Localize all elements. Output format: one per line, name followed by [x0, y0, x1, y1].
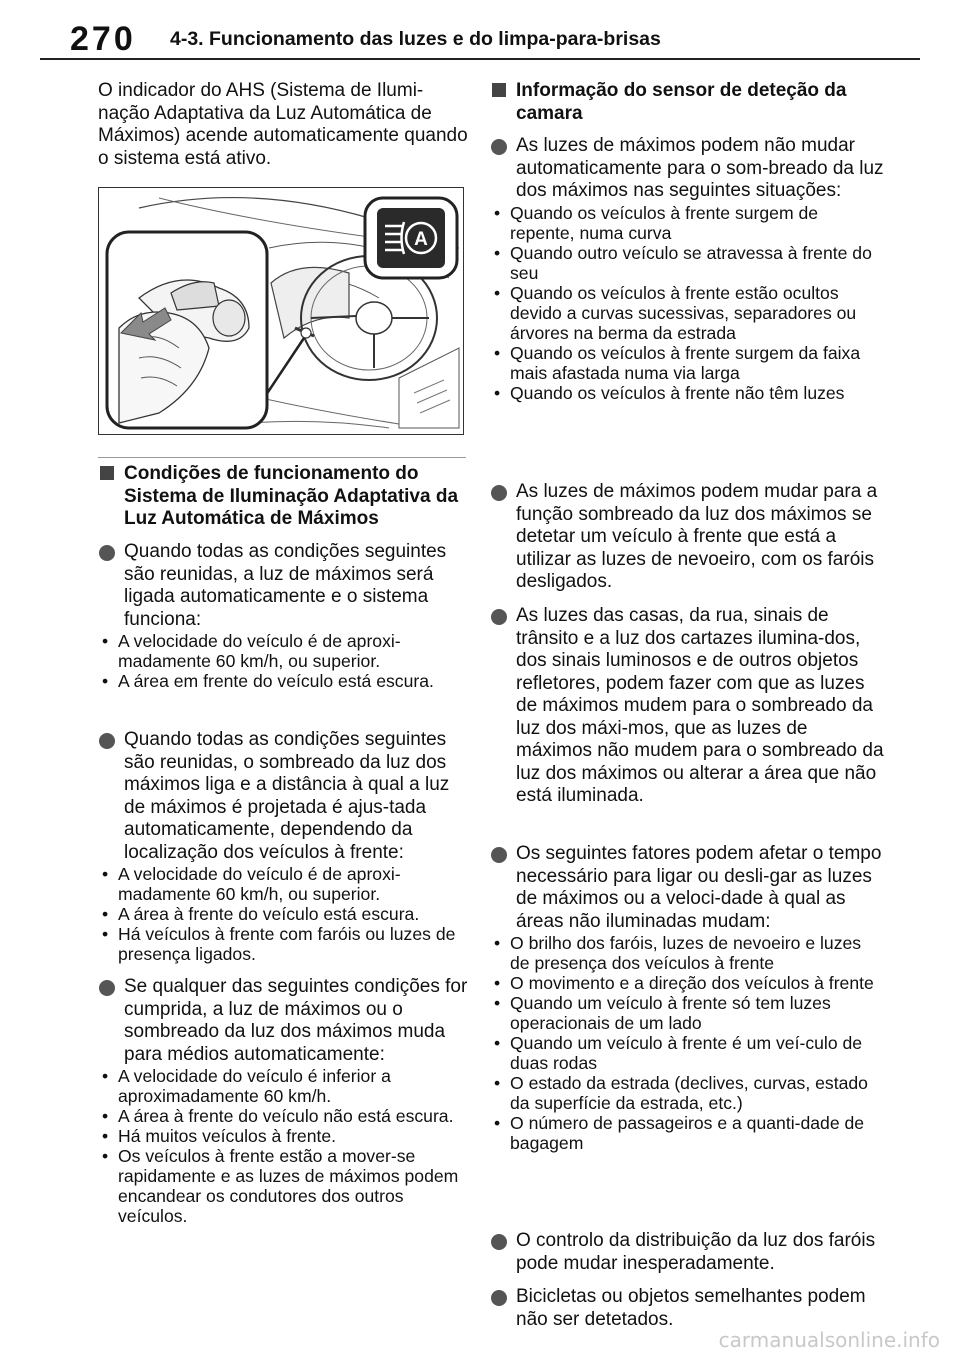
bullet-item: • Quando os veículos à frente não têm luzes: [490, 383, 884, 403]
camera-item-3-text: As luzes das casas, da rua, sinais de trânsito e a luz dos cartazes ilumina-dos, dos sinais luminosos e de outros objetos refletores, podem fazer com que as luzes de máximos mudem para o sombreado da luz dos máxi-mos, que as luzes de máximos não mudem para o sombreado da luz dos máximos ou alterar a área que não está iluminada.: [516, 605, 884, 806]
bullet-item: • O movimento e a direção dos veículos à frente: [490, 973, 884, 993]
circle-bullet-icon: [99, 733, 115, 749]
camera-item-5: [490, 1230, 884, 1275]
circle-bullet-icon: [99, 980, 115, 996]
bullet-item: • O estado da estrada (declives, curvas, estado da superfície da estrada, etc.): [490, 1073, 884, 1113]
condition-item-1-bullets: [98, 631, 470, 691]
section-heading-camera: Informação do sensor de deteção da camara: [490, 80, 866, 125]
square-bullet-icon: [492, 83, 506, 97]
circle-bullet-icon: [491, 609, 507, 625]
bullet-item: • A área em frente do veículo está escura.: [98, 671, 470, 691]
bullet-item: • Quando um veículo à frente é um veí-culo de duas rodas: [490, 1033, 884, 1073]
condition-item-3: [98, 976, 470, 1226]
header-rule: [40, 58, 920, 60]
circle-bullet-icon: [491, 485, 507, 501]
watermark: carmanualsonline.info: [718, 1328, 940, 1352]
camera-item-6: [490, 1286, 884, 1331]
bullet-item: • A área à frente do veículo está escura.: [98, 904, 470, 924]
circle-bullet-icon: [99, 545, 115, 561]
bullet-item: • O brilho dos faróis, luzes de nevoeiro e luzes de presença dos veículos à frente: [490, 933, 884, 973]
camera-item-1-text: As luzes de máximos podem não mudar automaticamente para o som-breado da luz dos máximos nas seguintes situações:: [516, 135, 884, 201]
bullet-item: • A área à frente do veículo não está escura.: [98, 1106, 470, 1126]
camera-item-3: [490, 605, 884, 808]
bullet-item: • A velocidade do veículo é de aproxi-madamente 60 km/h, ou superior.: [98, 631, 470, 671]
camera-item-4-bullets: [490, 933, 884, 1153]
circle-bullet-icon: [491, 1234, 507, 1250]
bullet-item: • Quando os veículos à frente estão ocultos devido a curvas sucessivas, separadores ou árvores na berma da estrada: [490, 283, 884, 343]
bullet-item: • Há veículos à frente com faróis ou luzes de presença ligados.: [98, 924, 470, 964]
camera-item-1: [490, 135, 884, 403]
dashboard-drawing: [99, 188, 465, 436]
circle-bullet-icon: [491, 1290, 507, 1306]
section-divider: [98, 457, 466, 458]
camera-item-4-text: Os seguintes fatores podem afetar o tempo necessário para ligar ou desli-gar as luzes de máximos ou a veloci-dade à qual as áreas não iluminadas mudam:: [516, 843, 882, 932]
condition-item-2-text: Quando todas as condições seguintes são reunidas, o sombreado da luz dos máximos liga e a distância à qual a luz de máximos é projetada é ajus-tada automaticamente, dependendo da localização dos veículos à frente:: [124, 729, 450, 863]
condition-item-2-bullets: [98, 864, 470, 964]
square-bullet-icon: [100, 466, 114, 480]
bullet-item: • O número de passageiros e a quanti-dade de bagagem: [490, 1113, 884, 1153]
camera-item-2-text: As luzes de máximos podem mudar para a função sombreado da luz dos máximos se detetar um veículo à frente que está a utilizar as luzes de nevoeiro, com os faróis desligados.: [516, 481, 878, 592]
bullet-item: • A velocidade do veículo é de aproxi-madamente 60 km/h, ou superior.: [98, 864, 470, 904]
circle-bullet-icon: [491, 847, 507, 863]
camera-item-2: [490, 481, 884, 594]
camera-item-4: [490, 843, 884, 1153]
bullet-item: • A velocidade do veículo é inferior a aproximadamente 60 km/h.: [98, 1066, 470, 1106]
bullet-item: • Quando um veículo à frente só tem luzes operacionais de um lado: [490, 993, 884, 1033]
bullet-item: • Quando outro veículo se atravessa à frente do seu: [490, 243, 884, 283]
camera-item-1-bullets: [490, 203, 884, 403]
condition-item-1: [98, 541, 470, 691]
ahs-illustration: [98, 187, 464, 435]
intro-paragraph: O indicador do AHS (Sistema de Ilumi-nação Adaptativa da Luz Automática de Máximos) acende automaticamente quando o sistema está ativo.: [98, 80, 468, 169]
condition-item-2: [98, 729, 470, 964]
condition-item-3-text: Se qualquer das seguintes condições for cumprida, a luz de máximos ou o sombreado da luz dos máximos muda para médios automaticamente:: [124, 976, 468, 1065]
section-title: 4-3. Funcionamento das luzes e do limpa-para-brisas: [170, 28, 661, 50]
page-header: [40, 14, 920, 58]
camera-item-5-text: O controlo da distribuição da luz dos faróis pode mudar inesperadamente.: [516, 1230, 876, 1274]
condition-item-3-bullets: [98, 1066, 470, 1226]
bullet-item: • Há muitos veículos à frente.: [98, 1126, 470, 1146]
bullet-item: • Os veículos à frente estão a mover-se rapidamente e as luzes de máximos podem encandear os condutores dos outros veículos.: [98, 1146, 470, 1226]
circle-bullet-icon: [491, 139, 507, 155]
camera-item-6-text: Bicicletas ou objetos semelhantes podem não ser detetados.: [516, 1286, 866, 1330]
indicator-letter: A: [414, 229, 428, 250]
bullet-item: • Quando os veículos à frente surgem de repente, numa curva: [490, 203, 884, 243]
page-number: 270: [70, 20, 136, 58]
section-heading-conditions: Condições de funcionamento do Sistema de Iluminação Adaptativa da Luz Automática de Máximos: [98, 463, 472, 531]
bullet-item: • Quando os veículos à frente surgem da faixa mais afastada numa via larga: [490, 343, 884, 383]
condition-item-1-text: Quando todas as condições seguintes são reunidas, a luz de máximos será ligada automaticamente e o sistema funciona:: [124, 541, 447, 630]
